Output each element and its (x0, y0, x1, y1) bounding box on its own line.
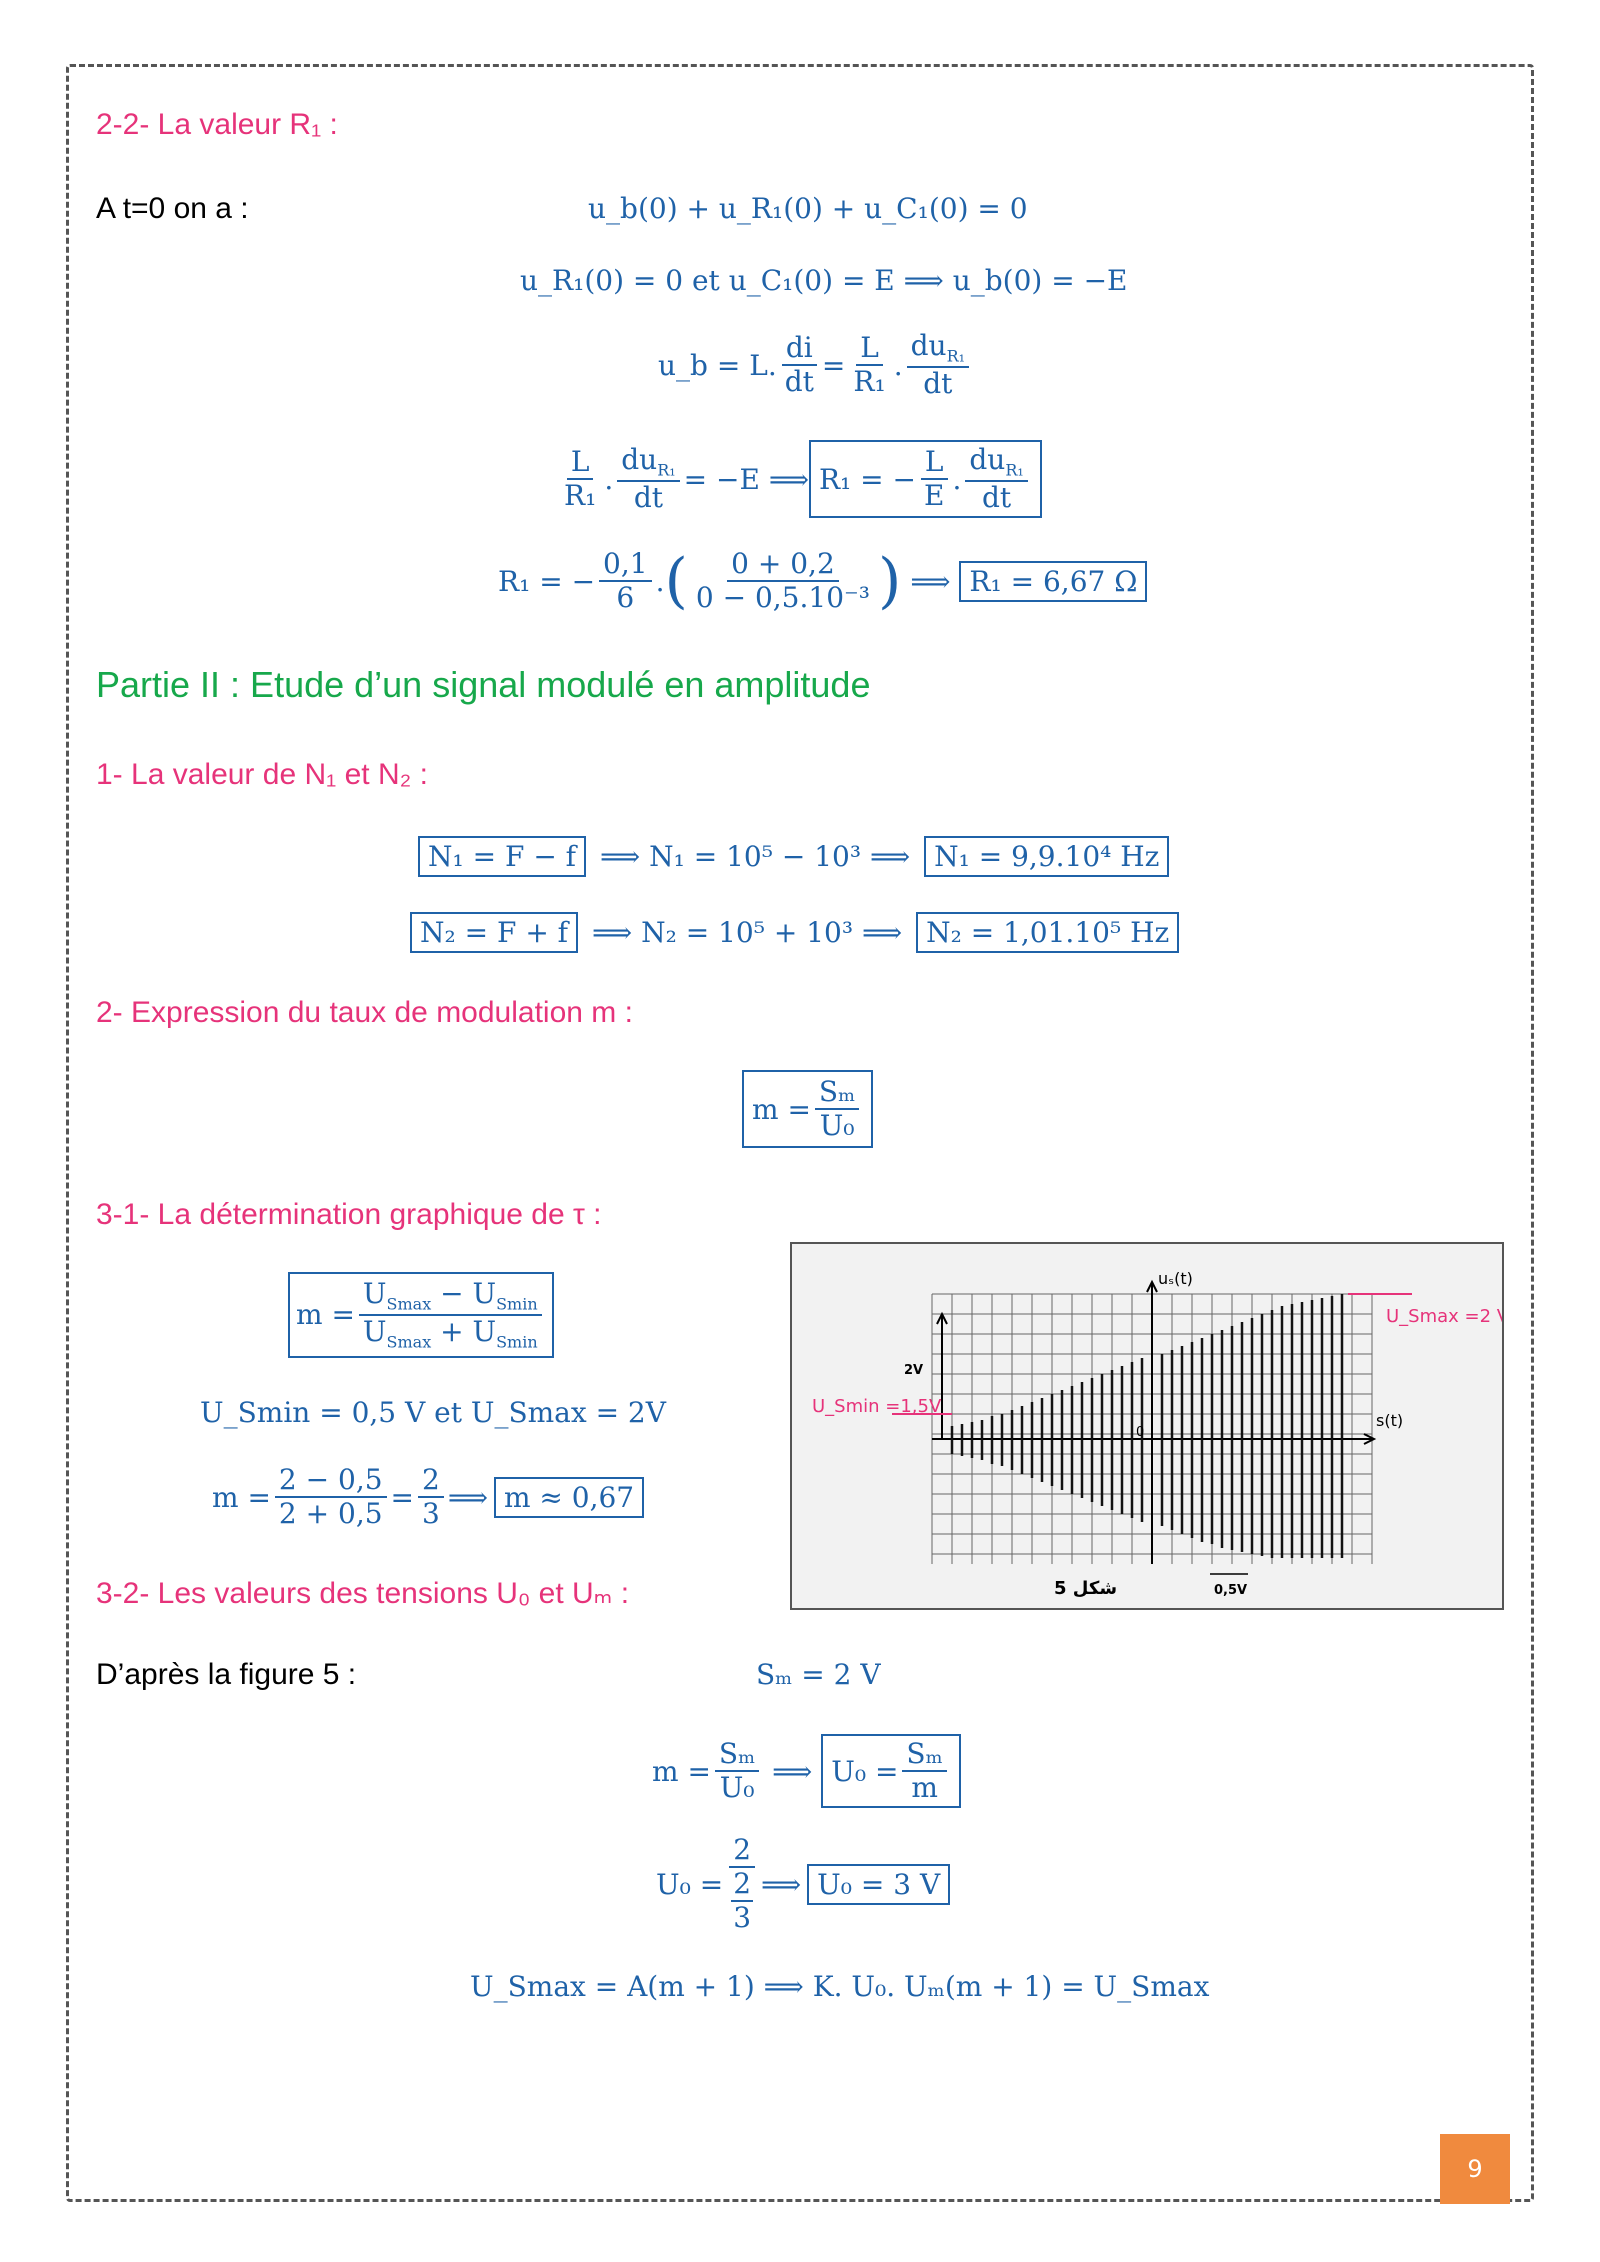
figure-caption: شكل 5 (1054, 1578, 1118, 1599)
equation-5: R₁ = − $\frac{0,1}{6}$ . ( $\frac{0 + 0,2}{\text{0 − 0,5.10⁻³}}$ ) ⟹ R₁ = 6,67 Ω (498, 548, 1147, 614)
fraction-dur1-dt-b: $\frac{du_{R_1}}{dt}$ (617, 444, 679, 514)
label-zero: 0 (1136, 1425, 1145, 1440)
equation-1: u_b(0) + u_R₁(0) + u_C₁(0) = 0 (588, 192, 1028, 225)
fraction-02: $\frac{0 + 0,2}{\text{0 − 0,5.10⁻³}}$ (695, 547, 871, 615)
heading-2: 2- Expression du taux de modulation m : (96, 996, 633, 1029)
fraction-sm-u0: $\frac{\text{Sₘ}}{\text{U₀}}$ (815, 1076, 859, 1142)
equation-2: u_R₁(0) = 0 et u_C₁(0) = E ⟹ u_b(0) = −E (520, 264, 1128, 297)
equation-m-graph (288, 1272, 554, 1358)
box-m-graph: m = $\frac{U_{Smax} - U_{Smin}}{U_{Smax} + U_{Smin}}$ (288, 1272, 554, 1358)
equation-u0-formula: m = $\frac{\text{Sₘ}}{\text{U₀}}$ ⟹ U₀ = $\frac{\text{Sₘ}}{m}$ (652, 1734, 961, 1808)
fraction-l-r1: $\frac{L}{\text{R₁}}$ (853, 330, 886, 399)
box-n2-result: N₂ = 1,01.10⁵ Hz (916, 912, 1179, 953)
box-u0-formula: U₀ = $\frac{\text{Sₘ}}{m}$ (821, 1734, 961, 1808)
equation-n2 (410, 912, 1179, 953)
page-number: 9 (1440, 2134, 1510, 2204)
heading-3-1: 3-1- La détermination graphique de τ : (96, 1198, 602, 1231)
box-m-result: m ≈ 0,67 (494, 1477, 644, 1518)
fraction-us: $\frac{U_{Smax} - U_{Smin}}{U_{Smax} + U_{Smin}}$ (359, 1278, 542, 1352)
fraction-l-e: $\frac{L}{E}$ (920, 446, 948, 512)
axes (932, 1282, 1374, 1564)
label-2v: 2V (904, 1363, 924, 1378)
equation-sm: Sₘ = 2 V (756, 1658, 881, 1691)
box-n1-formula: N₁ = F − f (418, 836, 586, 877)
label-scale: 0,5V (1214, 1583, 1248, 1598)
equation-4-mid: = −E ⟹ (683, 462, 809, 496)
equation-4: $\frac{L}{\text{R₁}}$ . $\frac{du_{R_1}}{dt}$ = −E ⟹ R₁ = − $\frac{L}{E}$ . $\frac{du_{R_1}}{dt}$ (556, 440, 1042, 518)
text-a-t0: A t=0 on a : (96, 192, 249, 225)
fraction-dur1-dt: $\frac{du_{R_1}}{dt}$ (907, 330, 969, 400)
fraction-sm-u0-b: $\frac{\text{Sₘ}}{\text{U₀}}$ (715, 1738, 759, 1804)
heading-partie-2: Partie II : Etude d’un signal modulé en amplitude (96, 664, 871, 705)
label-us-t: uₛ(t) (1158, 1269, 1193, 1288)
equation-m-calc: m = $\frac{2 - 0,5}{2 + 0,5}$ = $\frac{2}{3}$ ⟹ m ≈ 0,67 (212, 1464, 644, 1530)
equation-3-lhs: u_b = L. (658, 348, 777, 382)
r1-formula-text: R₁ = − (818, 462, 916, 496)
fraction-2-3: $\frac{2}{3}$ (418, 1464, 444, 1530)
result-box-r1-formula: R₁ = − $\frac{L}{E}$ . $\frac{du_{R_1}}{dt}$ (809, 440, 1042, 518)
box-m-def (742, 1070, 873, 1148)
box-u0-result: U₀ = 3 V (807, 1864, 950, 1905)
box-n1-result: N₁ = 9,9.10⁴ Hz (924, 836, 1169, 877)
figure-5-oscillogram (790, 1242, 1504, 1610)
fraction-dur1-dt-c: $\frac{du_{R_1}}{dt}$ (965, 444, 1027, 514)
result-box-r1: R₁ = 6,67 Ω (959, 561, 1147, 602)
equation-5-lhs: R₁ = − (498, 564, 596, 598)
n2-mid: ⟹ N₂ = 10⁵ + 10³ ⟹ (592, 916, 903, 949)
fraction-2-over-2-3: 2 2 3 (727, 1834, 757, 1935)
box-n2-formula: N₂ = F + f (410, 912, 578, 953)
m-lhs: m = (752, 1092, 811, 1126)
fraction-sm-m: $\frac{\text{Sₘ}}{m}$ (902, 1738, 946, 1804)
heading-3-2: 3-2- Les valeurs des tensions U₀ et Uₘ : (96, 1577, 630, 1610)
equation-last: U_Smax = A(m + 1) ⟹ K. U₀. Uₘ(m + 1) = U_Smax (470, 1970, 1210, 2003)
fraction-m-calc: $\frac{2 - 0,5}{2 + 0,5}$ (275, 1464, 387, 1530)
n1-mid: ⟹ N₁ = 10⁵ − 10³ ⟹ (600, 840, 911, 873)
fraction-di-dt: $\frac{di}{dt}$ (781, 332, 818, 398)
label-usmin: U_Smin =1,5V (812, 1396, 942, 1417)
oscillogram-svg (792, 1244, 1502, 1608)
text-dapres: D’après la figure 5 : (96, 1658, 357, 1691)
equation-n1 (418, 836, 1169, 877)
equation-3: u_b = L. $\frac{di}{dt}$ = $\frac{L}{\text{R₁}}$ . $\frac{du_{R_1}}{dt}$ (658, 330, 973, 400)
equation-m-def (742, 1070, 873, 1148)
heading-2-2: 2-2- La valeur R₁ : (96, 108, 338, 141)
heading-1: 1- La valeur de N₁ et N₂ : (96, 758, 428, 791)
fraction-01-6: $\frac{0,1}{6}$ (599, 548, 652, 614)
fraction-l-r1-b: $\frac{L}{\text{R₁}}$ (564, 444, 597, 513)
equation-u0-calc: U₀ = 2 2 3 ⟹ U₀ = 3 V (656, 1834, 950, 1935)
label-st: s(t) (1376, 1411, 1404, 1430)
label-usmax: U_Smax =2 V (1386, 1306, 1502, 1327)
equation-us-values: U_Smin = 0,5 V et U_Smax = 2V (200, 1396, 666, 1429)
